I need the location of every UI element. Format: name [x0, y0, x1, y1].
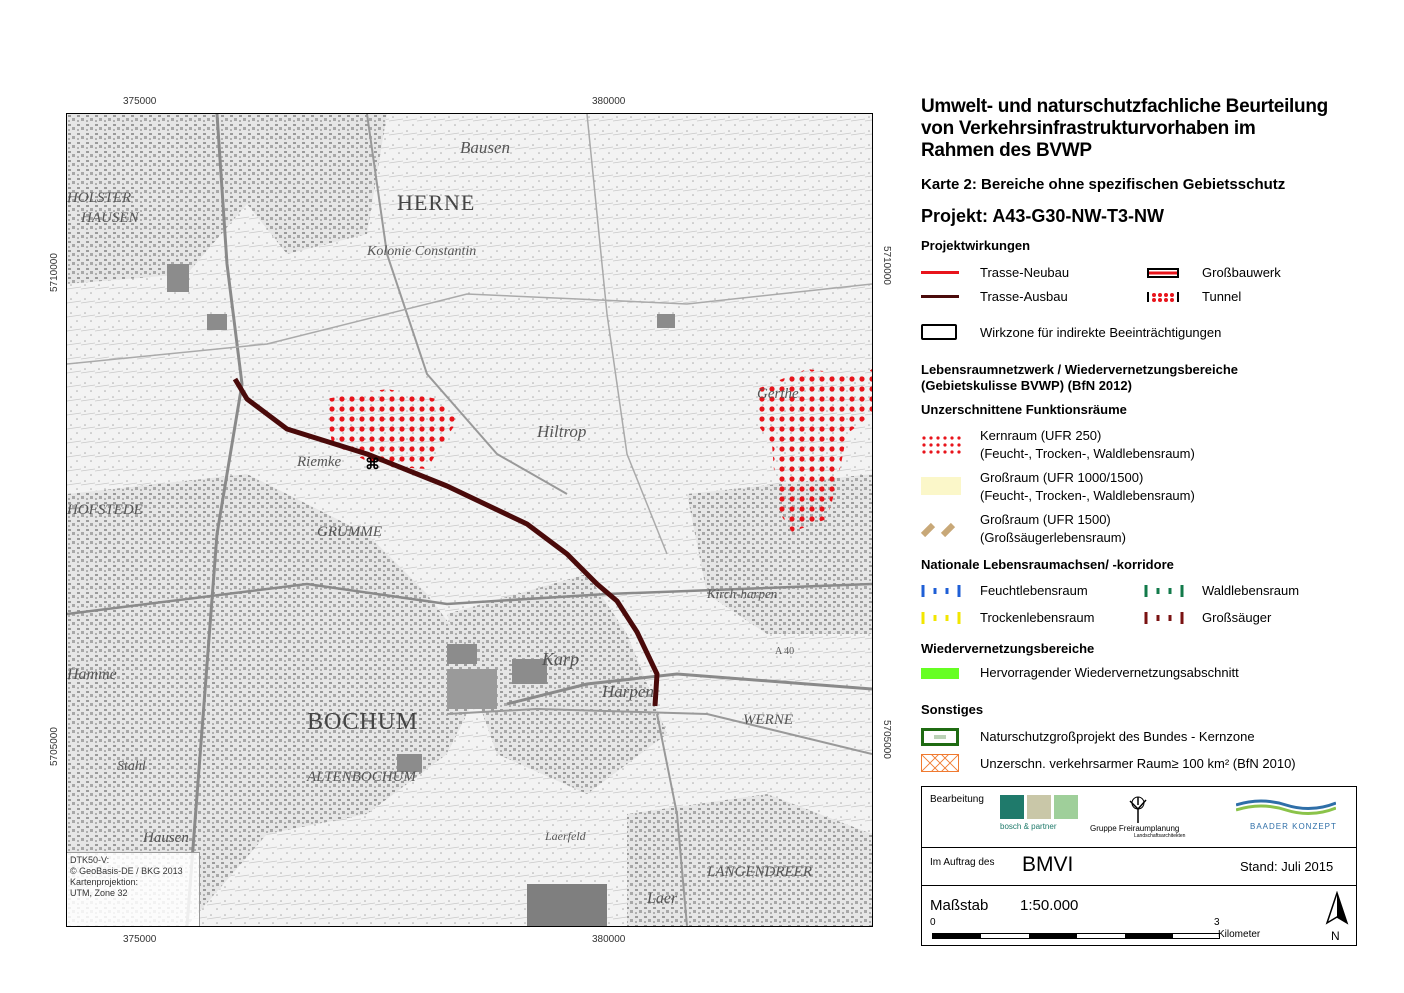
massstab-label: Maßstab	[930, 897, 989, 914]
y-tick-right-2: 5705000	[881, 720, 892, 759]
place-label-karp: Karp	[542, 649, 580, 669]
place-label-herne: HERNE	[397, 190, 476, 215]
place-label-hausen-3: Hausen	[143, 830, 189, 846]
scale-bar	[932, 933, 1220, 939]
label-grossraum-3: Großraum (UFR 1500)	[980, 512, 1111, 527]
trocken-swatch	[921, 611, 961, 625]
place-label-riemke: Riemke	[297, 454, 342, 470]
x-tick-bottom-2: 380000	[592, 934, 626, 945]
topographic-base-map	[67, 114, 872, 926]
x-tick-top-2: 380000	[592, 96, 626, 107]
y-tick-left-1: 5710000	[49, 253, 60, 292]
place-label-hofstede: HOFSTEDE	[67, 502, 143, 518]
label-kernraum-1: Kernraum (UFR 250)	[980, 428, 1102, 443]
heading-sonstiges: Sonstiges	[921, 702, 984, 717]
place-label-kolonie: Kolonie Constantin	[367, 244, 477, 259]
bosch-logo	[1000, 795, 1080, 829]
place-label-kirchharpen: Kirch-harpen	[707, 586, 778, 601]
grosssaeuger-dash-icon	[1144, 611, 1184, 625]
place-label-hausen-2: HAUSEN	[81, 210, 139, 226]
trocken-dash-icon	[921, 611, 961, 625]
label-grosssaeuger: Großsäuger	[1202, 610, 1272, 625]
map-canvas[interactable]	[66, 113, 873, 927]
place-label-hiltrop: Hiltrop	[537, 422, 587, 441]
north-label: N	[1331, 929, 1340, 943]
source-line-4: UTM, Zone 32	[70, 888, 128, 898]
scale-zero: 0	[930, 917, 936, 928]
label-kernzone: Naturschutzgroßprojekt des Bundes - Kernzone	[980, 729, 1255, 744]
title-line-3: Rahmen des BVWP	[921, 140, 1092, 161]
credits-divider-2	[922, 885, 1356, 886]
label-wiedervernetzung: Hervorragender Wiedervernetzungsabschnitt	[980, 665, 1239, 680]
heading-wiedervernetzung: Wiedervernetzungsbereiche	[921, 641, 1095, 656]
place-label-werne: WERNE	[743, 712, 793, 728]
feucht-swatch	[921, 584, 961, 598]
label-tunnel: Tunnel	[1202, 289, 1242, 304]
label-wirkzone: Wirkzone für indirekte Beeinträchtigungen	[980, 325, 1222, 340]
tunnel-swatch	[1146, 290, 1180, 302]
place-label-bochum: BOCHUM	[307, 709, 419, 735]
heading-projektwirkungen: Projektwirkungen	[921, 238, 1031, 253]
source-line-2: © GeoBasis-DE / BKG 2013	[70, 866, 183, 876]
project-id: Projekt: A43-G30-NW-T3-NW	[921, 206, 1164, 226]
raum-swatch	[921, 754, 959, 772]
bearbeitung-label: Bearbeitung	[930, 794, 984, 805]
kernzone-swatch	[921, 728, 959, 746]
stand-label: Stand: Juli 2015	[1240, 859, 1334, 874]
grossbauwerk-icon	[1146, 267, 1180, 279]
place-label-harpen: Harpen	[602, 682, 654, 701]
neubau-line-swatch	[921, 271, 959, 274]
place-label-hausen: Bausen	[460, 138, 511, 157]
wiedervernetzung-swatch	[921, 668, 959, 679]
place-label-grumme: GRUMME	[317, 524, 382, 540]
place-label-stahl: Stahl	[117, 759, 146, 774]
label-grossraum-2: (Feucht-, Trocken-, Waldlebensraum)	[980, 488, 1195, 503]
bmvi-label: BMVI	[1022, 853, 1074, 876]
grossbauwerk-swatch	[1146, 266, 1180, 278]
kernzone-inner-bar	[934, 735, 946, 739]
auftrag-label: Im Auftrag des	[930, 857, 995, 868]
ausbau-line-swatch	[921, 295, 959, 298]
legend-subtitle: Karte 2: Bereiche ohne spezifischen Gebietsschutz	[921, 176, 1286, 193]
grosssaeuger-raum-swatch	[921, 519, 961, 537]
svg-text:⌘: ⌘	[365, 456, 380, 473]
title-line-1: Umwelt- und naturschutzfachliche Beurteilung	[921, 96, 1328, 117]
gruppe-logo	[1090, 795, 1220, 839]
raum-hatch-icon	[921, 754, 959, 772]
wald-dash-icon	[1144, 584, 1184, 598]
hatch-icon	[921, 519, 961, 537]
label-trocken: Trockenlebensraum	[980, 610, 1095, 625]
grosssaeuger-swatch	[1144, 611, 1184, 625]
title-line-2: von Verkehrsinfrastrukturvorhaben im	[921, 118, 1256, 139]
tunnel-icon	[1146, 291, 1180, 303]
label-kernraum-2: (Feucht-, Trocken-, Waldlebensraum)	[980, 446, 1195, 461]
wald-swatch	[1144, 584, 1184, 598]
legend-title	[921, 96, 1328, 162]
baader-logo-text: BAADER KONZEPT	[1250, 822, 1337, 831]
place-label-altenbochum: ALTENBOCHUM	[307, 769, 416, 785]
credits-box	[921, 786, 1357, 946]
map-source-box	[67, 852, 200, 927]
place-label-laer: Laer	[647, 890, 678, 907]
label-feucht: Feuchtlebensraum	[980, 583, 1088, 598]
place-label-holster: HOLSTER	[67, 190, 132, 206]
source-line-1: DTK50-V:	[70, 855, 110, 865]
scale-value: 1:50.000	[1020, 897, 1079, 914]
place-label-hamme: Hamme	[67, 666, 117, 683]
label-ausbau: Trasse-Ausbau	[980, 289, 1068, 304]
y-tick-left-2: 5705000	[49, 727, 60, 766]
heading-lebensraum: Lebensraumnetzwerk / Wiedervernetzungsbereiche	[921, 362, 1239, 377]
baader-logo	[1226, 797, 1350, 833]
gruppe-logo-subtext: Landschaftsarchitekten	[1134, 833, 1186, 839]
label-grossbauwerk: Großbauwerk	[1202, 265, 1281, 280]
feucht-dash-icon	[921, 584, 961, 598]
source-line-3: Kartenprojektion:	[70, 877, 139, 887]
place-label-a40: A 40	[775, 646, 795, 657]
x-tick-top-1: 375000	[123, 96, 157, 107]
scale-three: 3	[1214, 917, 1220, 928]
kernraum-dots-icon	[921, 434, 961, 454]
tree-icon	[1118, 795, 1158, 825]
label-grossraum-1: Großraum (UFR 1000/1500)	[980, 470, 1144, 485]
label-grossraum-4: (Großsäugerlebensraum)	[980, 530, 1126, 545]
heading-achsen: Nationale Lebensraumachsen/ -korridore	[921, 557, 1174, 572]
place-label-langendreer: LANGENDREER	[707, 864, 812, 880]
place-label-gerthe: Gerthe	[757, 386, 799, 402]
wave-icon	[1236, 797, 1336, 817]
label-neubau: Trasse-Neubau	[980, 265, 1070, 280]
y-tick-right-1: 5710000	[881, 246, 892, 285]
north-arrow-icon	[1322, 891, 1352, 931]
gruppe-logo-text: Gruppe Freiraumplanung	[1090, 824, 1180, 833]
heading-lebensraum-2: (Gebietskulisse BVWP) (BfN 2012)	[921, 378, 1132, 393]
place-label-laerfeld: Laerfeld	[545, 829, 586, 843]
credits-divider-1	[922, 847, 1356, 848]
label-wald: Waldlebensraum	[1202, 583, 1300, 598]
bosch-logo-text: bosch & partner	[1000, 822, 1057, 831]
wirkzone-swatch	[921, 324, 957, 340]
label-raum: Unzerschn. verkehrsarmer Raum≥ 100 km² (BfN 2010)	[980, 756, 1296, 771]
x-tick-bottom-1: 375000	[123, 934, 157, 945]
scale-unit: Kilometer	[1218, 929, 1261, 940]
kernraum-swatch	[921, 434, 961, 454]
grossraum-swatch	[921, 477, 961, 495]
heading-unzerschnitten: Unzerschnittene Funktionsräume	[921, 402, 1127, 417]
